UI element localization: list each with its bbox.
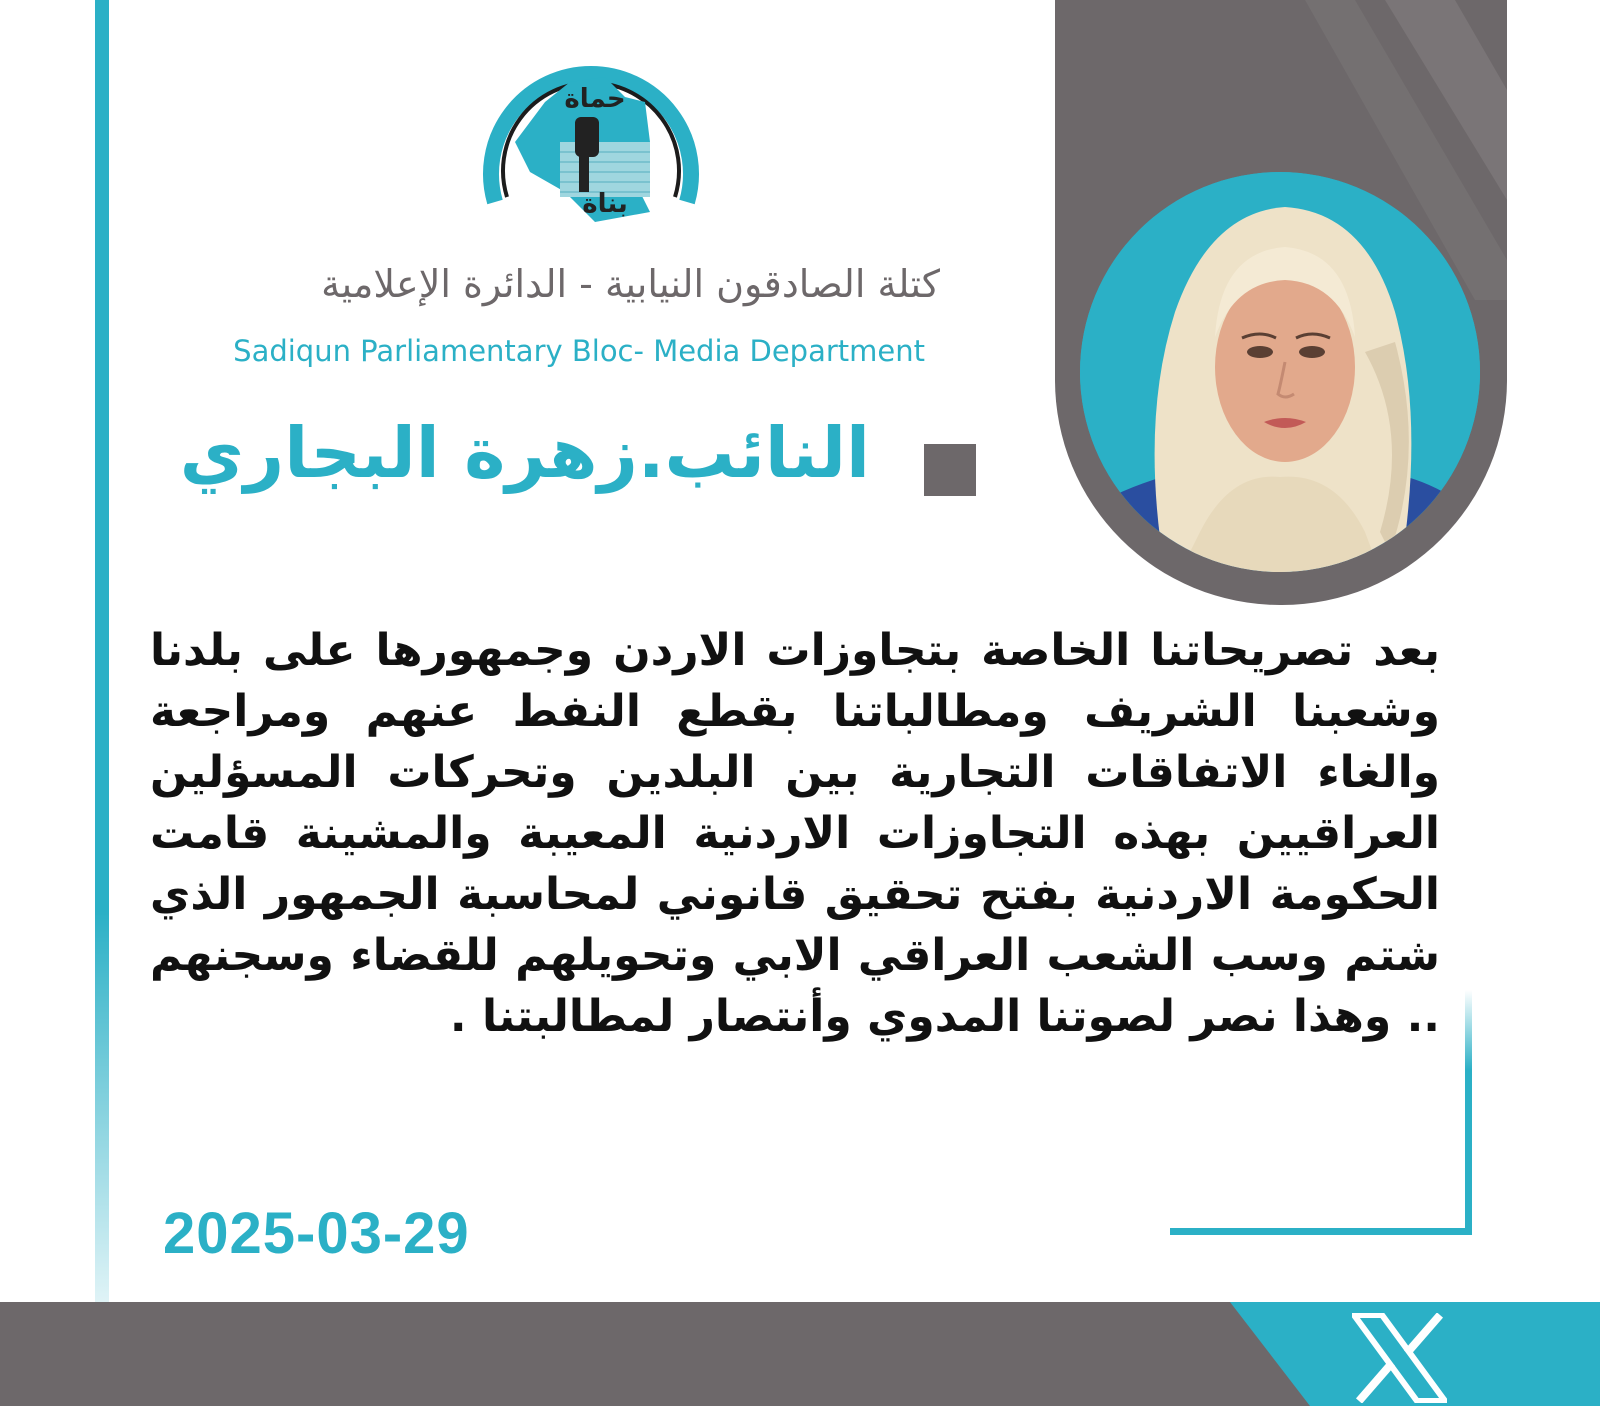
square-bullet-icon	[924, 444, 976, 496]
portrait-image	[1080, 172, 1480, 572]
speaker-photo	[1080, 172, 1480, 572]
statement-date: 2025-03-29	[163, 1201, 470, 1266]
frame-fade	[1458, 990, 1478, 1070]
x-logo-icon[interactable]	[1352, 1313, 1447, 1403]
svg-text:حماة: حماة	[564, 84, 626, 114]
svg-text:بناة: بناة	[582, 189, 628, 219]
statement-text: بعد تصريحاتنا الخاصة بتجاوزات الاردن وجمهورها على بلدنا وشعبنا الشريف ومطالباتنا بقطع النفط عنهم ومراجعة والغاء الاتفاقات التجارية بين البلدين وتحركات المسؤلين العراقيين بهذه التجاوزات الاردنية المعيبة والمشينة قامت الحكومة الاردنية بفتح تحقيق قانوني لمحاسبة الجمهور الذي شتم وسب الشعب العراقي الابي وتحويلهم للقضاء وسجنهم .. وهذا نصر لصوتنا المدوي وأنتصار لمطالبتنا .	[150, 625, 1440, 1042]
bloc-logo	[475, 22, 705, 232]
header-arabic: كتلة الصادقون النيابية - الدائرة الإعلامية	[321, 262, 940, 306]
header-english: Sadiqun Parliamentary Bloc- Media Department	[233, 334, 925, 368]
left-accent-bar	[95, 0, 109, 1302]
speaker-name: النائب.زهرة البجاري	[179, 412, 870, 494]
speaker-name-row	[179, 412, 1000, 512]
bottom-edge	[0, 1406, 1600, 1420]
